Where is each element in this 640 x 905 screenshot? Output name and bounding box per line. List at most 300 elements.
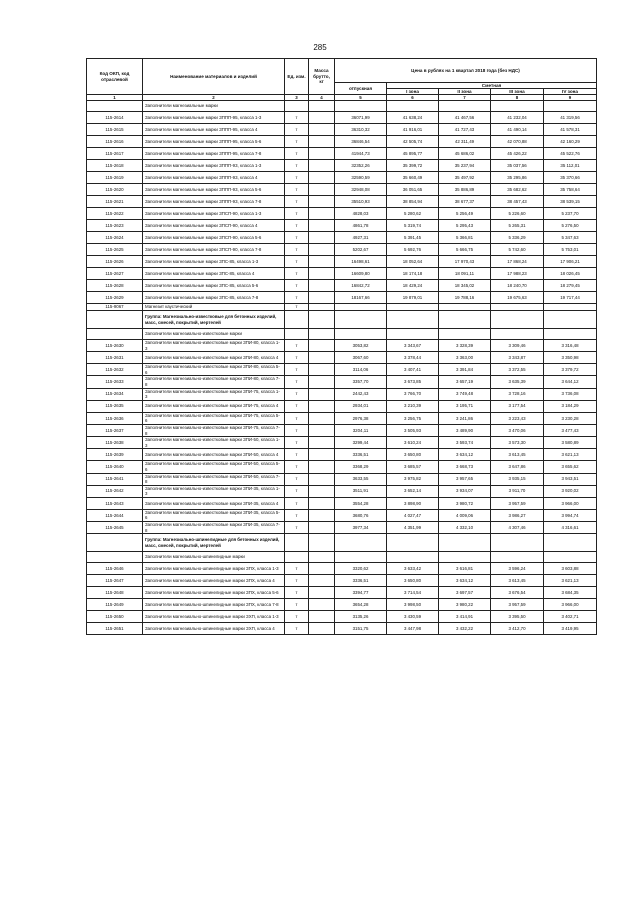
name-cell: Заполнители магнезиально-известковые марки ЗПИ-80, класса 1-3 [143,340,285,352]
unit-cell: т [285,256,309,268]
unit-cell: т [285,112,309,124]
table-row [87,112,597,124]
zone-price-cell: 18 174,18 [387,268,439,280]
code-cell: 115-2642 [87,485,143,497]
table-row [87,599,597,611]
code-cell: 115-2633 [87,376,143,388]
empty-cell [335,329,387,340]
code-cell [87,552,143,563]
release-price-cell: 3680,76 [335,509,387,521]
zone-price-cell: 3 395,50 [491,611,544,623]
table-row [87,148,597,160]
name-cell: Заполнители магнезиальные марки ЗПС-85, класса 4 [143,268,285,280]
release-price-cell: 3320,62 [335,563,387,575]
empty-cell [387,311,439,329]
name-cell: Заполнители магнезиально-шпинелидные марки ЗХП, класса 4 [143,623,285,635]
zone-price-cell: 3 350,98 [544,352,597,364]
table-row [87,172,597,184]
zone-price-cell: 5 280,62 [387,208,439,220]
subgroup-row [87,101,597,112]
unit-cell: т [285,611,309,623]
table-row [87,449,597,461]
name-cell: Заполнители магнезиальные марки ЗПС-85, класса 7-8 [143,292,285,304]
code-cell: 115-2636 [87,412,143,424]
mass-cell [309,232,335,244]
code-cell: 115-2635 [87,400,143,412]
name-cell: Заполнители магнезиально-шпинелидные марки ЗПХ, класса 4 [143,575,285,587]
name-cell: Заполнители магнезиально-известковые марки ЗПИ-80, класса 4 [143,352,285,364]
mass-cell [309,400,335,412]
zone-price-cell: 3 633,42 [387,563,439,575]
table-row [87,208,597,220]
release-price-cell: 4828,03 [335,208,387,220]
zone-price-cell: 5 666,75 [439,244,491,256]
release-price-cell: 3554,28 [335,497,387,509]
zone-price-cell: 3 610,24 [387,437,439,449]
unit-cell: т [285,485,309,497]
mass-cell [309,575,335,587]
table-row [87,412,597,424]
zone-price-cell: 5 742,60 [491,244,544,256]
zone-price-cell: 4 351,99 [387,522,439,534]
code-cell: 115-2619 [87,172,143,184]
table-row [87,232,597,244]
zone-price-cell: 3 223,43 [491,412,544,424]
table-row [87,461,597,473]
code-cell: 115-2628 [87,280,143,292]
mass-cell [309,599,335,611]
unit-cell: т [285,424,309,436]
zone-price-cell: 5 391,45 [387,232,439,244]
unit-cell: т [285,388,309,400]
zone-price-cell: 45 686,02 [439,148,491,160]
zone-price-cell: 3 477,43 [544,424,597,436]
release-price-cell: 35510,93 [335,196,387,208]
name-cell: Заполнители магнезиальные марки ЗППП-93, класса 4 [143,172,285,184]
group-title: Группа: Магнезиально-шпинелидные для бетонных изделий, масс, смесей, покрытий, мертелей [143,534,285,552]
name-cell: Заполнители магнезиальные марки ЗПСП-90, класса 4 [143,220,285,232]
zone-price-cell: 35 112,01 [544,160,597,172]
table-row [87,220,597,232]
name-cell: Заполнители магнезиально-известковые марки ЗПИ-35, класса 1-3 [143,485,285,497]
zone-price-cell: 35 886,89 [439,184,491,196]
zone-price-cell: 3 668,73 [439,461,491,473]
zone-price-cell: 3 447,98 [387,623,439,635]
table-row [87,437,597,449]
code-cell: 115-2621 [87,196,143,208]
mass-cell [309,376,335,388]
unit-cell: т [285,599,309,611]
mass-cell [309,208,335,220]
code-cell: 115-2647 [87,575,143,587]
name-cell: Заполнители магнезиально-известковые марки ЗПИ-75, класса 4 [143,400,285,412]
table-row [87,522,597,534]
mass-cell [309,449,335,461]
zone-price-cell: 36 051,65 [387,184,439,196]
page-number: 285 [313,43,327,52]
release-price-cell: 2442,43 [335,388,387,400]
release-price-cell: 3336,51 [335,575,387,587]
header-zone-4: IV зона [544,89,597,95]
zone-price-cell: 35 682,62 [491,184,544,196]
zone-price-cell: 3 634,12 [439,575,491,587]
release-price-cell: 32590,59 [335,172,387,184]
subgroup-title: Заполнители магнезиально-известковые марки [143,329,285,340]
zone-price-cell: 3 676,54 [491,587,544,599]
zone-price-cell: 3 647,86 [491,461,544,473]
code-cell: 115-2631 [87,352,143,364]
zone-price-cell: 3 195,71 [439,400,491,412]
release-price-cell: 4861,78 [335,220,387,232]
unit-cell: т [285,563,309,575]
zone-price-cell: 3 935,15 [491,473,544,485]
mass-cell [309,220,335,232]
code-cell: 115-2617 [87,148,143,160]
zone-price-cell: 41 232,04 [491,112,544,124]
zone-price-cell: 45 895,77 [387,148,439,160]
colnum: 8 [491,95,544,101]
zone-price-cell: 3 230,28 [544,412,597,424]
unit-cell: т [285,352,309,364]
zone-price-cell: 4 009,06 [439,509,491,521]
name-cell: Заполнители магнезиальные марки ЗППП-93, класса 5-6 [143,184,285,196]
release-price-cell: 16609,80 [335,268,387,280]
zone-price-cell: 3 657,19 [439,376,491,388]
zone-price-cell: 4 316,61 [544,522,597,534]
code-cell: 115-2632 [87,364,143,376]
table-row [87,184,597,196]
zone-price-cell: 3 685,57 [387,461,439,473]
empty-cell [309,311,335,329]
unit-cell: т [285,575,309,587]
empty-cell [491,101,544,112]
mass-cell [309,160,335,172]
mass-cell [309,244,335,256]
unit-cell: т [285,376,309,388]
subgroup-title: Заполнители магнезиально-шпинелидные марки [143,552,285,563]
zone-price-cell: 3 470,06 [491,424,544,436]
zone-price-cell: 3 957,59 [491,599,544,611]
header-zone-1: I зона [387,89,439,95]
code-cell: 115-2615 [87,124,143,136]
release-price-cell: 3394,77 [335,587,387,599]
empty-cell [387,552,439,563]
zone-price-cell: 3 911,70 [491,485,544,497]
zone-price-cell: 17 988,23 [491,268,544,280]
table-row [87,280,597,292]
unit-cell: т [285,587,309,599]
unit-cell: т [285,208,309,220]
table-row [87,424,597,436]
zone-price-cell: 3 975,82 [387,473,439,485]
unit-cell: т [285,196,309,208]
unit-cell: т [285,292,309,304]
zone-price-cell: 3 650,80 [387,449,439,461]
zone-price-cell: 38 677,37 [439,196,491,208]
zone-price-cell: 3 343,67 [387,340,439,352]
name-cell: Заполнители магнезиальные марки ЗПС-85, класса 5-6 [143,280,285,292]
name-cell: Заполнители магнезиально-шпинелидные марки ЗХП, класса 1-3 [143,611,285,623]
zone-price-cell: 18 026,45 [544,268,597,280]
colnum: 4 [309,95,335,101]
zone-price-cell: 38 457,43 [491,196,544,208]
zone-price-cell: 42 070,88 [491,136,544,148]
zone-price-cell: 5 753,01 [544,244,597,256]
release-price-cell: 3053,82 [335,340,387,352]
zone-price-cell: 3 749,48 [439,388,491,400]
code-cell: 115-2625 [87,244,143,256]
colnum: 6 [387,95,439,101]
release-price-cell: 16842,72 [335,280,387,292]
code-cell: 115-2637 [87,424,143,436]
code-cell: 115-2643 [87,497,143,509]
code-cell [87,311,143,329]
mass-cell [309,461,335,473]
unit-cell: т [285,461,309,473]
code-cell [87,534,143,552]
mass-cell [309,136,335,148]
zone-price-cell: 5 276,50 [544,220,597,232]
name-cell: Заполнители магнезиальные марки ЗППП-95, класса 5-6 [143,136,285,148]
mass-cell [309,340,335,352]
zone-price-cell: 3 378,44 [387,352,439,364]
zone-price-cell [491,304,544,311]
zone-price-cell: 3 621,13 [544,575,597,587]
table-row [87,160,597,172]
zone-price-cell: 3 898,90 [387,497,439,509]
zone-price-cell: 41 319,56 [544,112,597,124]
zone-price-cell: 17 970,43 [439,256,491,268]
empty-cell [544,552,597,563]
unit-cell: т [285,172,309,184]
empty-cell [335,534,387,552]
unit-cell: т [285,184,309,196]
empty-cell [285,534,309,552]
unit-cell: т [285,412,309,424]
name-cell: Заполнители магнезиальные марки ЗППП-95, класса 4 [143,124,285,136]
unit-cell: т [285,220,309,232]
mass-cell [309,352,335,364]
name-cell: Заполнители магнезиально-известковые марки ЗПИ-35, класса 7-8 [143,522,285,534]
zone-price-cell: 35 037,56 [491,160,544,172]
zone-price-cell: 35 497,92 [439,172,491,184]
release-price-cell: 3204,11 [335,424,387,436]
unit-cell: т [285,449,309,461]
zone-price-cell: 17 906,21 [544,256,597,268]
release-price-cell: 36310,32 [335,124,387,136]
unit-cell: т [285,136,309,148]
code-cell: 115-2646 [87,563,143,575]
zone-price-cell: 3 430,59 [387,611,439,623]
release-price-cell: 5202,67 [335,244,387,256]
zone-price-cell: 3 652,14 [387,485,439,497]
header-name: Наименование материалов и изделий [143,59,285,95]
table-row [87,388,597,400]
mass-cell [309,280,335,292]
name-cell: Заполнители магнезиальные марки ЗПСП-90, класса 7-8 [143,244,285,256]
release-price-cell: 2934,01 [335,400,387,412]
zone-price-cell: 3 634,12 [439,449,491,461]
empty-cell [387,101,439,112]
table-row [87,124,597,136]
table-row [87,256,597,268]
code-cell: 115-2651 [87,623,143,635]
unit-cell: т [285,160,309,172]
release-price-cell: 3151,75 [335,623,387,635]
mass-cell [309,112,335,124]
zone-price-cell: 3 934,07 [439,485,491,497]
table-row [87,196,597,208]
zone-price-cell: 19 717,44 [544,292,597,304]
zone-price-cell: 3 621,13 [544,449,597,461]
empty-cell [491,534,544,552]
name-cell: Заполнители магнезиально-шпинелидные марки ЗПХ, класса 1-3 [143,563,285,575]
table-row [87,563,597,575]
code-cell: 115-2616 [87,136,143,148]
zone-price-cell: 3 184,29 [544,400,597,412]
zone-price-cell: 45 426,22 [491,148,544,160]
release-price-cell: 3511,91 [335,485,387,497]
code-cell [87,101,143,112]
zone-price-cell: 41 916,01 [387,124,439,136]
release-price-cell: 36071,99 [335,112,387,124]
zone-price-cell: 4 332,10 [439,522,491,534]
zone-price-cell: 5 319,74 [387,220,439,232]
name-cell: Заполнители магнезиальные марки ЗППП-95, класса 7-8 [143,148,285,160]
group-row [87,311,597,329]
empty-cell [491,329,544,340]
zone-price-cell: 3 980,22 [439,599,491,611]
zone-price-cell: 35 295,86 [491,172,544,184]
empty-cell [335,101,387,112]
empty-cell [309,101,335,112]
zone-price-cell: 18 052,64 [387,256,439,268]
empty-cell [439,101,491,112]
zone-price-cell: 3 998,50 [387,599,439,611]
mass-cell [309,563,335,575]
subgroup-row [87,552,597,563]
zone-price-cell: 3 966,00 [544,497,597,509]
table-row [87,292,597,304]
zone-price-cell: 18 279,45 [544,280,597,292]
name-cell: Заполнители магнезиально-известковые марки ЗПИ-75, класса 1-3 [143,388,285,400]
release-price-cell: 41944,73 [335,148,387,160]
empty-cell [439,534,491,552]
zone-price-cell: 3 309,46 [491,340,544,352]
release-price-cell: 3654,28 [335,599,387,611]
zone-price-cell: 3 728,16 [491,388,544,400]
zone-price-cell: 4 027,47 [387,509,439,521]
mass-cell [309,388,335,400]
name-cell: Заполнители магнезиально-известковые марки ЗПИ-75, класса 5-6 [143,412,285,424]
unit-cell: т [285,364,309,376]
mass-cell [309,623,335,635]
unit-cell: т [285,623,309,635]
zone-price-cell: 5 295,43 [439,220,491,232]
release-price-cell: 3299,44 [335,437,387,449]
zone-price-cell: 35 660,49 [387,172,439,184]
zone-price-cell: 3 343,87 [491,352,544,364]
table-row [87,473,597,485]
zone-price-cell: 3 407,41 [387,364,439,376]
zone-price-cell: 17 868,24 [491,256,544,268]
unit-cell: т [285,244,309,256]
colnum: 3 [285,95,309,101]
table-row [87,400,597,412]
header-release: отпускная [335,83,387,95]
zone-price-cell: 3 596,24 [491,563,544,575]
code-cell: 115-2639 [87,449,143,461]
zone-price-cell: 3 635,39 [491,376,544,388]
code-cell: 115-2614 [87,112,143,124]
zone-price-cell: 3 650,80 [387,575,439,587]
group-row [87,534,597,552]
zone-price-cell [544,304,597,311]
zone-price-cell: 5 692,76 [387,244,439,256]
release-price-cell: 3336,51 [335,449,387,461]
release-price-cell: 16498,61 [335,256,387,268]
zone-price-cell: 3 505,93 [387,424,439,436]
name-cell: Заполнители магнезиально-известковые марки ЗПИ-80, класса 5-6 [143,364,285,376]
name-cell: Заполнители магнезиально-шпинелидные марки ЗПХ, класса 5-6 [143,587,285,599]
name-cell: Заполнители магнезиально-известковые марки ЗПИ-50, класса 1-3 [143,437,285,449]
table-row [87,304,597,311]
zone-price-cell: 45 522,76 [544,148,597,160]
release-price-cell: 3067,60 [335,352,387,364]
table-row [87,575,597,587]
unit-cell: т [285,304,309,311]
name-cell: Заполнители магнезиальные марки ЗППП-93, класса 7-8 [143,196,285,208]
release-price-cell: 36846,54 [335,136,387,148]
zone-price-cell: 3 957,65 [439,473,491,485]
zone-price-cell: 3 177,54 [491,400,544,412]
table-row [87,485,597,497]
code-cell: 115-2630 [87,340,143,352]
empty-cell [387,534,439,552]
zone-price-cell: 3 328,39 [439,340,491,352]
mass-cell [309,148,335,160]
unit-cell: т [285,437,309,449]
table-row [87,136,597,148]
mass-cell [309,196,335,208]
group-title: Группа: Магнезиально-известковые для бетонных изделий, масс, смесей, покрытий, мертелей [143,311,285,329]
zone-price-cell: 3 613,45 [491,449,544,461]
unit-cell: т [285,280,309,292]
empty-cell [439,552,491,563]
zone-price-cell: 3 414,91 [439,611,491,623]
header-zone-3: III зона [491,89,544,95]
code-cell: 115-2622 [87,208,143,220]
mass-cell [309,509,335,521]
table-row [87,497,597,509]
unit-cell: т [285,340,309,352]
name-cell: Заполнители магнезиальные марки ЗПСП-90, класса 5-6 [143,232,285,244]
empty-cell [544,534,597,552]
name-cell: Магнезит каустический [143,304,285,311]
header-code: Код ОКП, код отраслевой [87,59,143,95]
release-price-cell [335,304,387,311]
zone-price-cell: 3 580,89 [544,437,597,449]
price-table [86,58,597,635]
zone-price-cell: 3 714,54 [387,587,439,599]
zone-price-cell: 3 994,74 [544,509,597,521]
table-row [87,364,597,376]
zone-price-cell: 3 593,74 [439,437,491,449]
zone-price-cell: 41 727,43 [439,124,491,136]
mass-cell [309,364,335,376]
subgroup-row [87,329,597,340]
code-cell: 115-2624 [87,232,143,244]
